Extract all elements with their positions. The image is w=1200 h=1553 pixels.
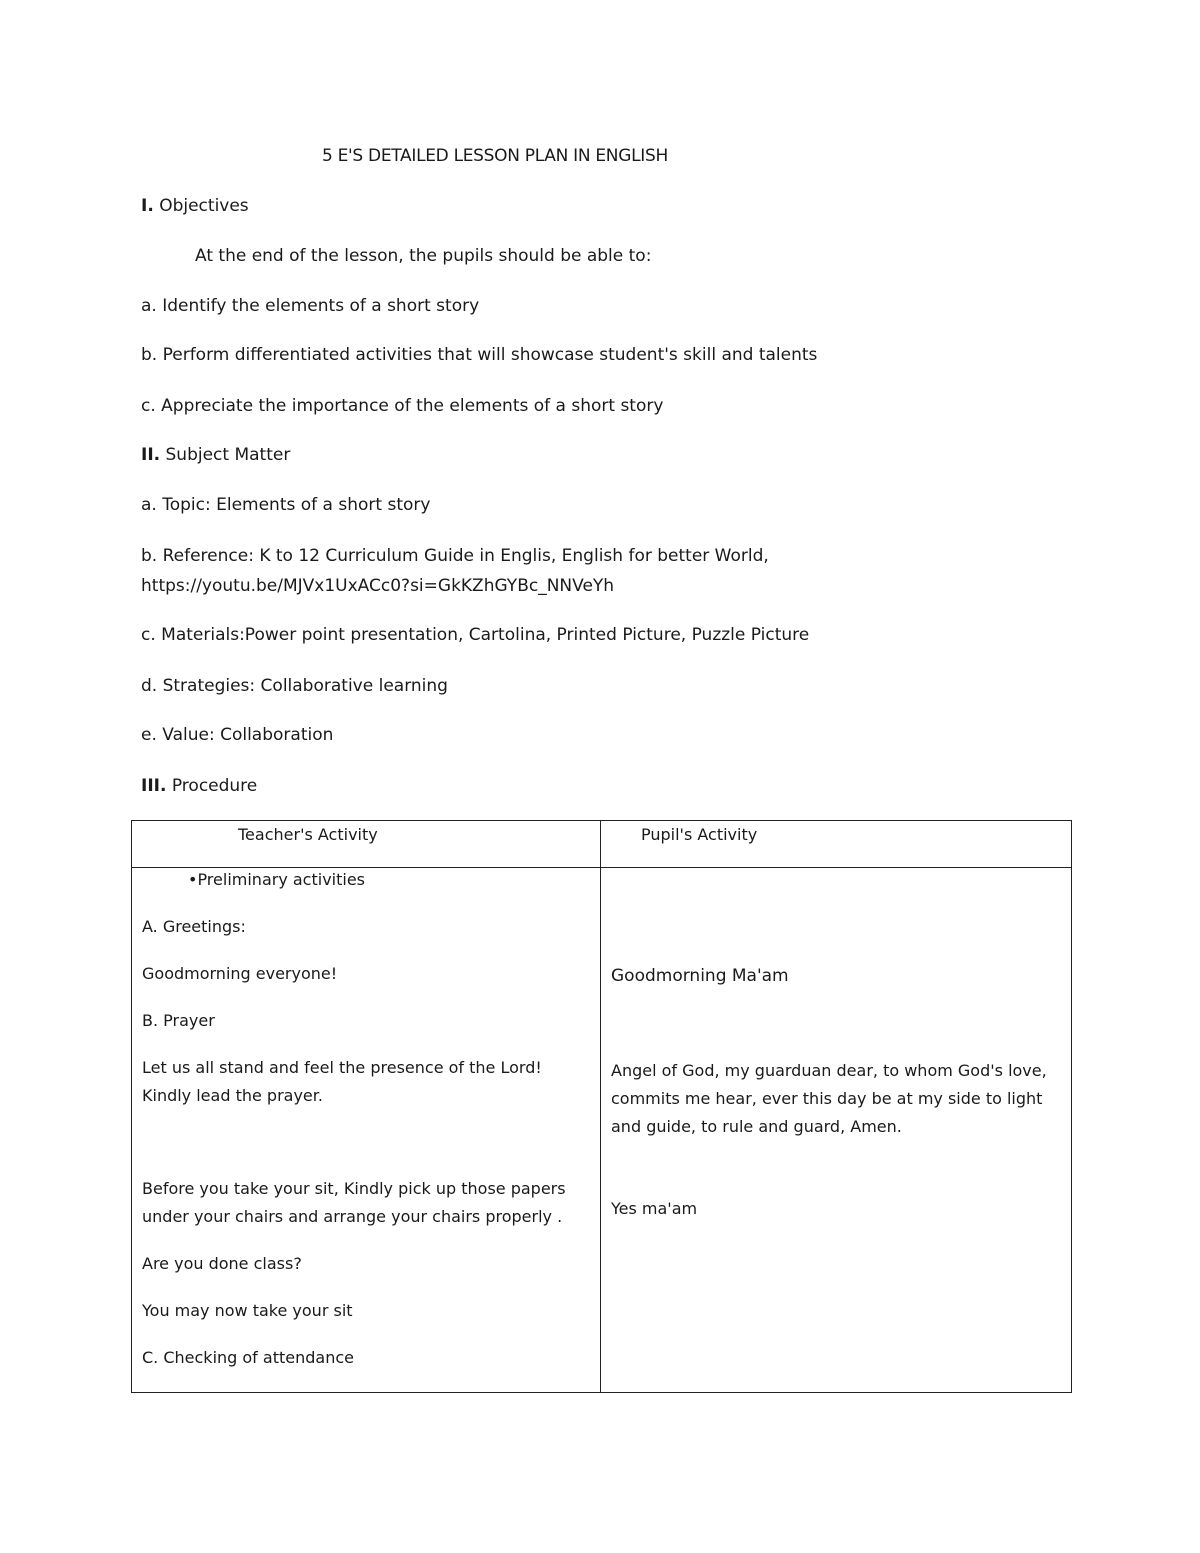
teacher-activity-cell bbox=[132, 868, 601, 1393]
subject-matter-label: Subject Matter bbox=[165, 445, 291, 465]
reference-link: https://youtu.be/MJVx1UxACc0?si=GkKZhGYBc_NNVeYh bbox=[141, 576, 615, 596]
value-line: e. Value: Collaboration bbox=[141, 725, 334, 745]
strategies-line: d. Strategies: Collaborative learning bbox=[141, 676, 448, 696]
reference-line: b. Reference: K to 12 Curriculum Guide in Englis, English for better World, bbox=[141, 546, 769, 566]
preliminary-activities: •Preliminary activities bbox=[188, 870, 366, 889]
table-row bbox=[132, 868, 1072, 1393]
attendance-heading: C. Checking of attendance bbox=[142, 1348, 354, 1367]
topic-line: a. Topic: Elements of a short story bbox=[141, 495, 431, 515]
materials-line: c. Materials:Power point presentation, Cartolina, Printed Picture, Puzzle Picture bbox=[141, 625, 810, 645]
objective-item: b. Perform differentiated activities that will showcase student's skill and talents bbox=[141, 345, 818, 365]
teacher-activity-header: Teacher's Activity bbox=[132, 821, 601, 868]
procedure-heading bbox=[141, 775, 257, 797]
objectives-label: Objectives bbox=[159, 196, 249, 216]
pupil-activity-cell bbox=[601, 868, 1072, 1393]
objective-item: c. Appreciate the importance of the elements of a short story bbox=[141, 396, 664, 416]
procedure-table bbox=[131, 820, 1072, 1393]
objective-item: a. Identify the elements of a short story bbox=[141, 296, 480, 316]
sit-instruction: You may now take your sit bbox=[142, 1301, 353, 1320]
chairs-instruction: Before you take your sit, Kindly pick up those papers under your chairs and arrange your chairs properly . bbox=[142, 1179, 566, 1226]
prayer-instruction: Let us all stand and feel the presence of the Lord! Kindly lead the prayer. bbox=[142, 1058, 542, 1105]
pupil-yes-reply: Yes ma'am bbox=[611, 1199, 698, 1218]
document-title: 5 E'S DETAILED LESSON PLAN IN ENGLISH bbox=[322, 146, 668, 166]
objectives-intro: At the end of the lesson, the pupils should be able to: bbox=[195, 246, 652, 266]
subject-matter-heading bbox=[141, 444, 290, 466]
pupil-greeting-reply: Goodmorning Ma'am bbox=[611, 966, 789, 986]
procedure-numeral: III. bbox=[141, 776, 167, 796]
done-question: Are you done class? bbox=[142, 1254, 302, 1273]
pupil-activity-header: Pupil's Activity bbox=[601, 821, 1072, 868]
procedure-label: Procedure bbox=[171, 776, 258, 796]
table-header-row bbox=[132, 821, 1072, 868]
pupil-prayer: Angel of God, my guarduan dear, to whom God's love, commits me hear, ever this day be at my side to light and guide, to rule and guard, Amen. bbox=[611, 1061, 1047, 1136]
prayer-heading: B. Prayer bbox=[142, 1011, 215, 1030]
subject-matter-numeral: II. bbox=[141, 445, 161, 465]
greetings-heading: A. Greetings: bbox=[142, 917, 246, 936]
objectives-numeral: I. bbox=[141, 196, 154, 216]
objectives-heading bbox=[141, 195, 249, 217]
teacher-greeting: Goodmorning everyone! bbox=[142, 964, 338, 983]
